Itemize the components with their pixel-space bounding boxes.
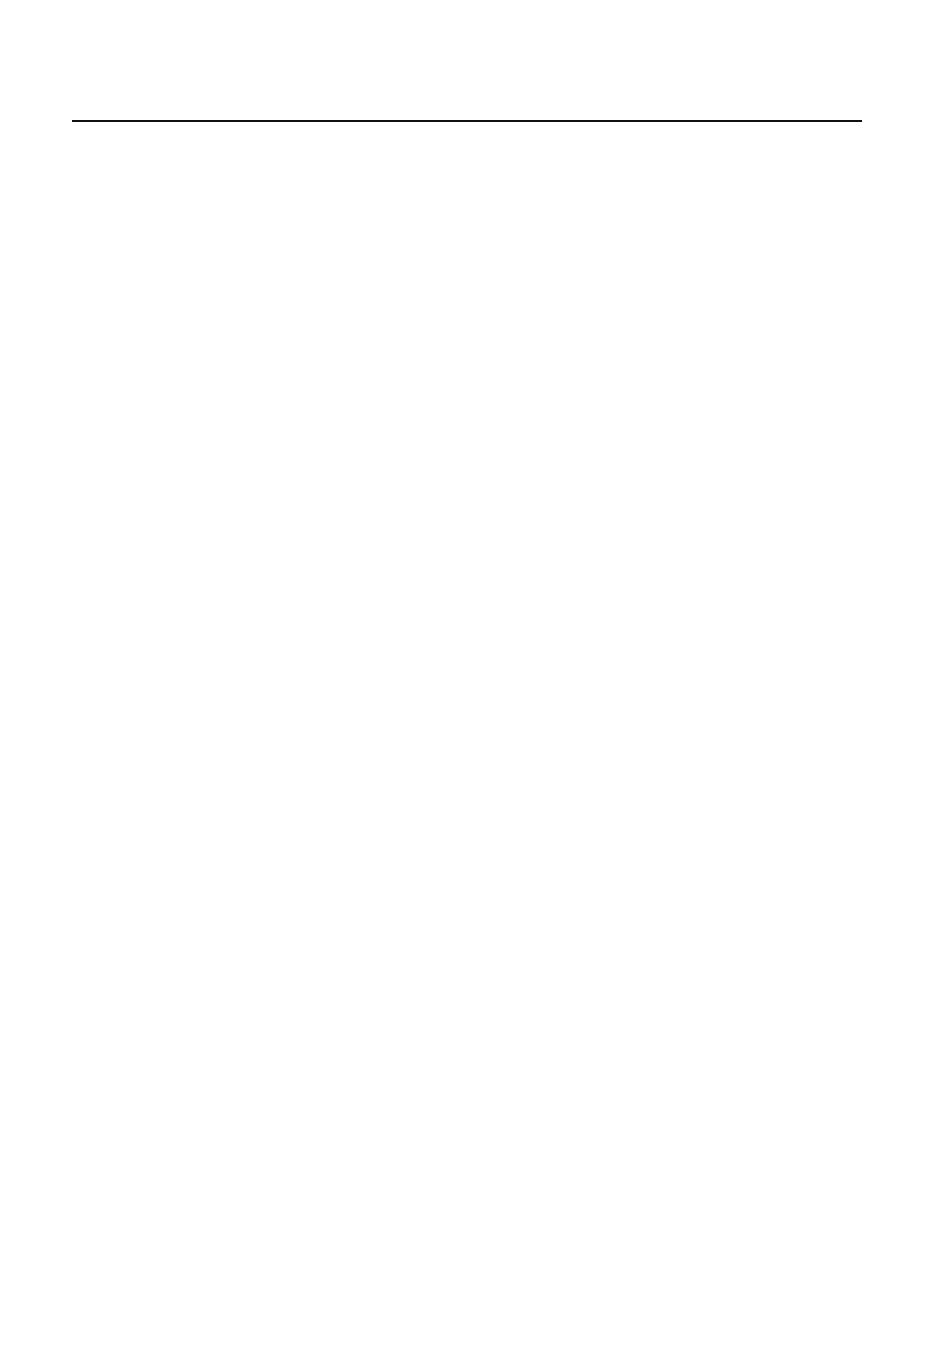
section-heading-fasl [62,822,872,862]
header-rule [72,120,862,122]
section-title [62,864,872,900]
page-header [62,96,872,128]
